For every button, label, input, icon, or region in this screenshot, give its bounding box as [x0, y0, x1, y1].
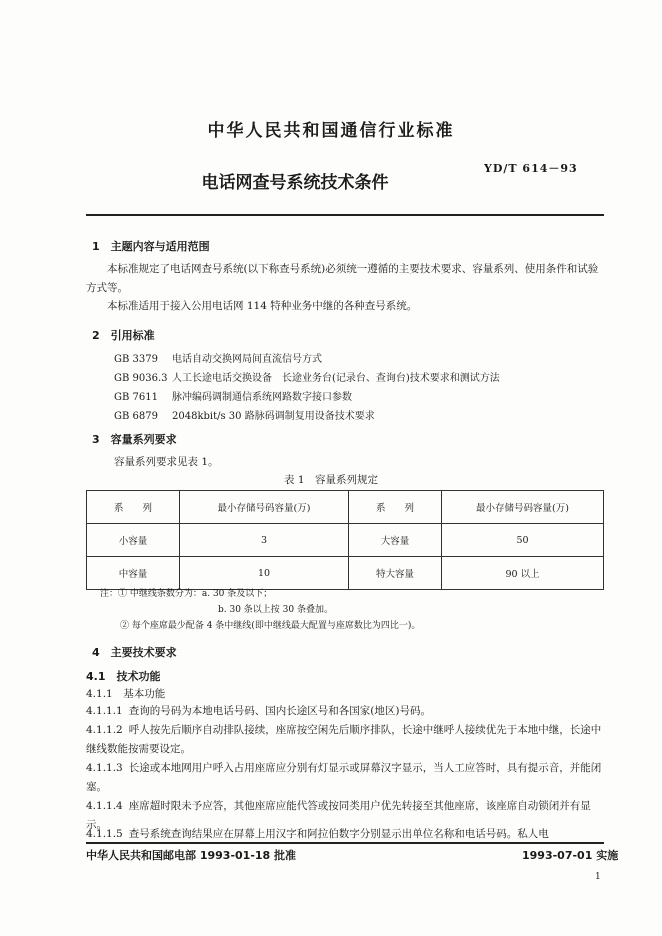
section-1-heading: 1 主题内容与适用范围 — [92, 240, 210, 253]
clause-text: 长途或本地网用户呼入占用座席应分别有灯显示或屏幕汉字显示，当人工应答时，具有提示音，并能闭塞。 — [86, 762, 602, 793]
table-row — [87, 524, 604, 557]
reference-title: 电话自动交换网局间直流信号方式 — [172, 354, 322, 365]
reference-item — [114, 350, 322, 365]
capacity-table — [86, 490, 604, 590]
table-cell: 50 — [442, 524, 604, 557]
table-cell: 特大容量 — [349, 557, 442, 590]
clause-text: 查号系统查询结果应在屏幕上用汉字和阿拉伯数字分别显示出单位名称和电话号码。私人电 — [128, 828, 549, 840]
clause-number: 4.1.1.5 — [86, 828, 123, 840]
reference-code: GB 9036.3 — [114, 373, 168, 384]
table-note-1b: b. 30 条以上按 30 条叠加。 — [218, 605, 333, 615]
table-header-cell: 系 列 — [87, 491, 180, 524]
clause-number: 4.1.1.2 — [86, 724, 123, 736]
effective-date: 1993-07-01 实施 — [522, 849, 619, 862]
table-cell: 90 以上 — [442, 557, 604, 590]
table-cell: 小容量 — [87, 524, 180, 557]
table-note-2: ② 每个座席最少配备 4 条中继线(即中继线最大配置与座席数比为四比一)。 — [120, 621, 421, 631]
standard-code: YD/T 614－93 — [484, 162, 578, 175]
reference-item — [114, 369, 500, 384]
section-4-heading: 4 主要技术要求 — [92, 646, 177, 659]
table-row — [87, 557, 604, 590]
reference-item — [114, 407, 375, 422]
clause-4-1-1-1 — [86, 702, 604, 721]
table-caption: 表 1 容量系列规定 — [283, 474, 379, 486]
section-3-heading: 3 容量系列要求 — [92, 433, 177, 446]
table-header-row — [87, 491, 604, 524]
table-cell: 中容量 — [87, 557, 180, 590]
clause-number: 4.1.1.1 — [86, 705, 123, 717]
reference-code: GB 6879 — [114, 411, 158, 422]
reference-title: 脉冲编码调制通信系统网路数字接口参数 — [172, 392, 352, 403]
table-header-cell: 最小存储号码容量(万) — [180, 491, 349, 524]
table-header-cell: 最小存储号码容量(万) — [442, 491, 604, 524]
bottom-rule — [86, 842, 604, 844]
clause-text: 座席超时限未予应答，其他座席应能代答或按同类用户优先转接至其他座席，该座席自动锁闭并有显示。 — [86, 800, 591, 831]
reference-title: 人工长途电话交换设备 长途业务台(记录台、查询台)技术要求和测试方法 — [172, 373, 500, 384]
table-cell: 10 — [180, 557, 349, 590]
reference-title: 2048kbit/s 30 路脉码调制复用设备技术要求 — [172, 411, 375, 422]
table-note-1: 注：① 中继线条数分为：a. 30 条及以下； — [100, 589, 273, 599]
clause-number: 4.1.1.4 — [86, 800, 123, 812]
reference-item — [114, 388, 352, 403]
subsection-4-1-1: 4.1.1 基本功能 — [86, 688, 166, 700]
table-cell: 大容量 — [349, 524, 442, 557]
clause-number: 4.1.1.3 — [86, 762, 123, 774]
section-2-heading: 2 引用标准 — [92, 329, 155, 342]
clause-text: 查询的号码为本地电话号码、国内长途区号和各国家(地区)号码。 — [128, 705, 431, 717]
clause-4-1-1-2 — [86, 721, 604, 759]
page-number: 1 — [595, 872, 601, 882]
clause-4-1-1-3 — [86, 759, 604, 797]
reference-code: GB 7611 — [114, 392, 158, 403]
document-title: 电话网查号系统技术条件 — [201, 173, 389, 193]
top-rule — [86, 214, 604, 216]
table-cell: 3 — [180, 524, 349, 557]
section-1-paragraph-2: 本标准适用于接入公用电话网 114 特种业务中继的各种查号系统。 — [107, 300, 418, 312]
table-header-cell: 系 列 — [349, 491, 442, 524]
section-3-intro: 容量系列要求见表 1。 — [114, 456, 219, 468]
section-1-paragraph-1: 本标准规定了电话网查号系统(以下称查号系统)必须统一遵循的主要技术要求、容量系列、使用条件和试验方式等。 — [86, 263, 599, 294]
clause-text: 呼人按先后顺序自动排队接续，座席按空闲先后顺序排队，长途中继呼人接续优先于本地中继，长途中继线数能按需要设定。 — [86, 724, 602, 755]
subsection-4-1: 4.1 技术功能 — [86, 670, 161, 683]
approval-line: 中华人民共和国邮电部 1993-01-18 批准 — [86, 849, 297, 862]
reference-code: GB 3379 — [114, 354, 158, 365]
standard-org-header: 中华人民共和国通信行业标准 — [207, 121, 455, 141]
